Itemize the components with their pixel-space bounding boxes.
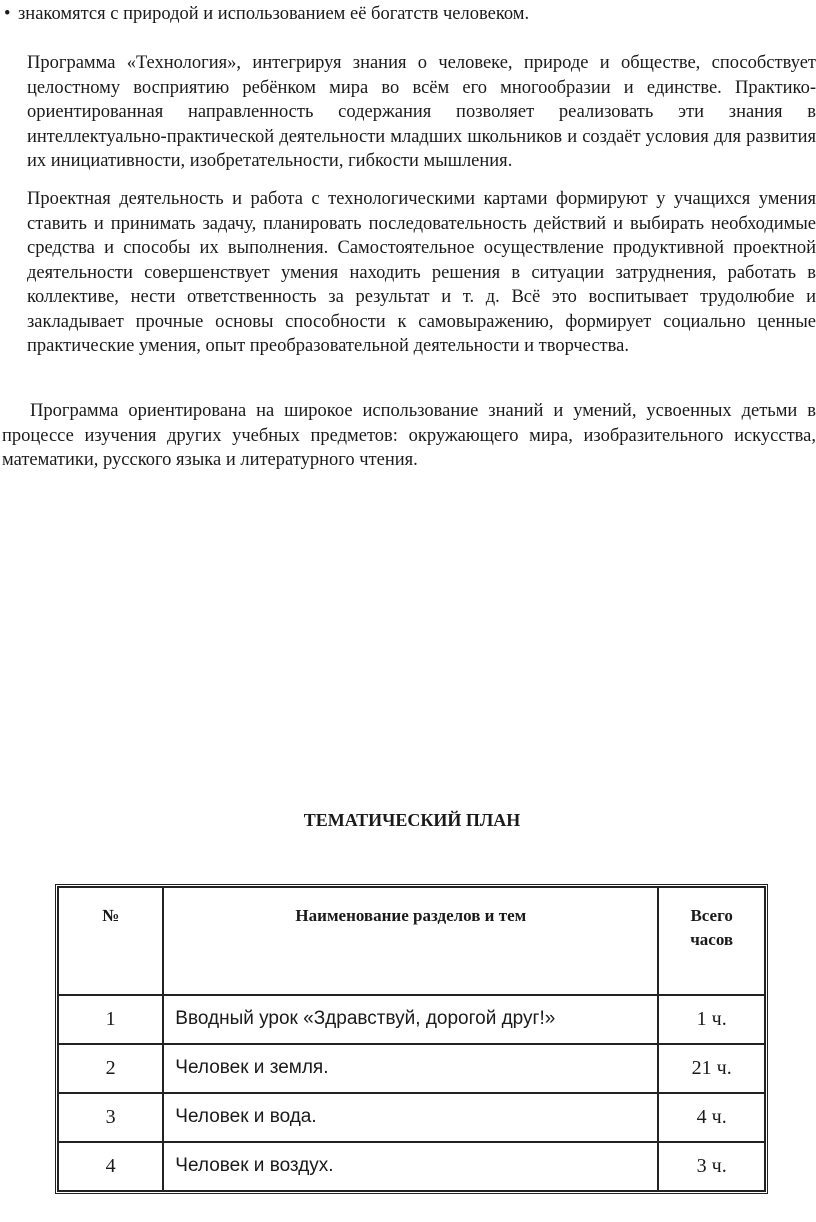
header-num: № <box>58 887 163 995</box>
row-num: 2 <box>58 1044 163 1093</box>
paragraph-program-technology: Программа «Технология», интегрируя знания о человеке, природе и обществе, способствует целостному восприятию ребёнком мира во всём его многообразии и единстве. Практико-ориентированная направленность содержания позволяет реализовать эти знания в интеллектуально-практической деятельности младших школьников и создаёт условия для развития их инициативности, изобретательности, гибкости мышления. <box>27 53 816 171</box>
row-hours: 4 ч. <box>658 1093 765 1142</box>
paragraph-program-orientation: Программа ориентирована на широкое использование знаний и умений, усвоенных детьми в процессе изучения других учебных предметов: окружающего мира, изобразительного искусства, математики, русского языка и литературного чтения. <box>2 401 816 470</box>
table-row <box>58 1044 765 1093</box>
bullet-marker: • <box>4 4 11 24</box>
thematic-plan-table <box>55 884 768 1194</box>
row-num: 4 <box>58 1142 163 1191</box>
table-header-row <box>58 887 765 995</box>
header-name: Наименование разделов и тем <box>163 887 658 995</box>
row-num: 3 <box>58 1093 163 1142</box>
header-hours <box>658 887 765 995</box>
table-row <box>58 1142 765 1191</box>
row-name: Человек и воздух. <box>163 1142 658 1191</box>
row-name: Человек и земля. <box>163 1044 658 1093</box>
bullet-text: знакомятся с природой и использованием её богатств человеком. <box>18 4 530 24</box>
table-row <box>58 1093 765 1142</box>
plan-title: ТЕМАТИЧЕСКИЙ ПЛАН <box>303 810 521 830</box>
table-row <box>58 995 765 1044</box>
row-hours: 1 ч. <box>658 995 765 1044</box>
header-hours-label: Всего часов <box>690 906 734 949</box>
row-hours: 3 ч. <box>658 1142 765 1191</box>
bullet-item <box>4 2 804 27</box>
row-name: Человек и вода. <box>163 1093 658 1142</box>
row-hours: 21 ч. <box>658 1044 765 1093</box>
row-name: Вводный урок «Здравствуй, дорогой друг!» <box>163 995 658 1044</box>
row-num: 1 <box>58 995 163 1044</box>
paragraph-project-activity: Проектная деятельность и работа с технологическими картами формируют у учащихся умения ставить и принимать задачу, планировать последовательность действий и выбирать необходимые средства и способы их выполнения. Самостоятельное осуществление продуктивной проектной деятельности совершенствует умения находить решения в ситуации затруднения, работать в коллективе, нести ответственность за результат и т. д. Всё это воспитывает трудолюбие и закладывает прочные основы способности к самовыражению, формирует социально ценные практические умения, опыт преобразовательной деятельности и творчества. <box>27 189 816 356</box>
